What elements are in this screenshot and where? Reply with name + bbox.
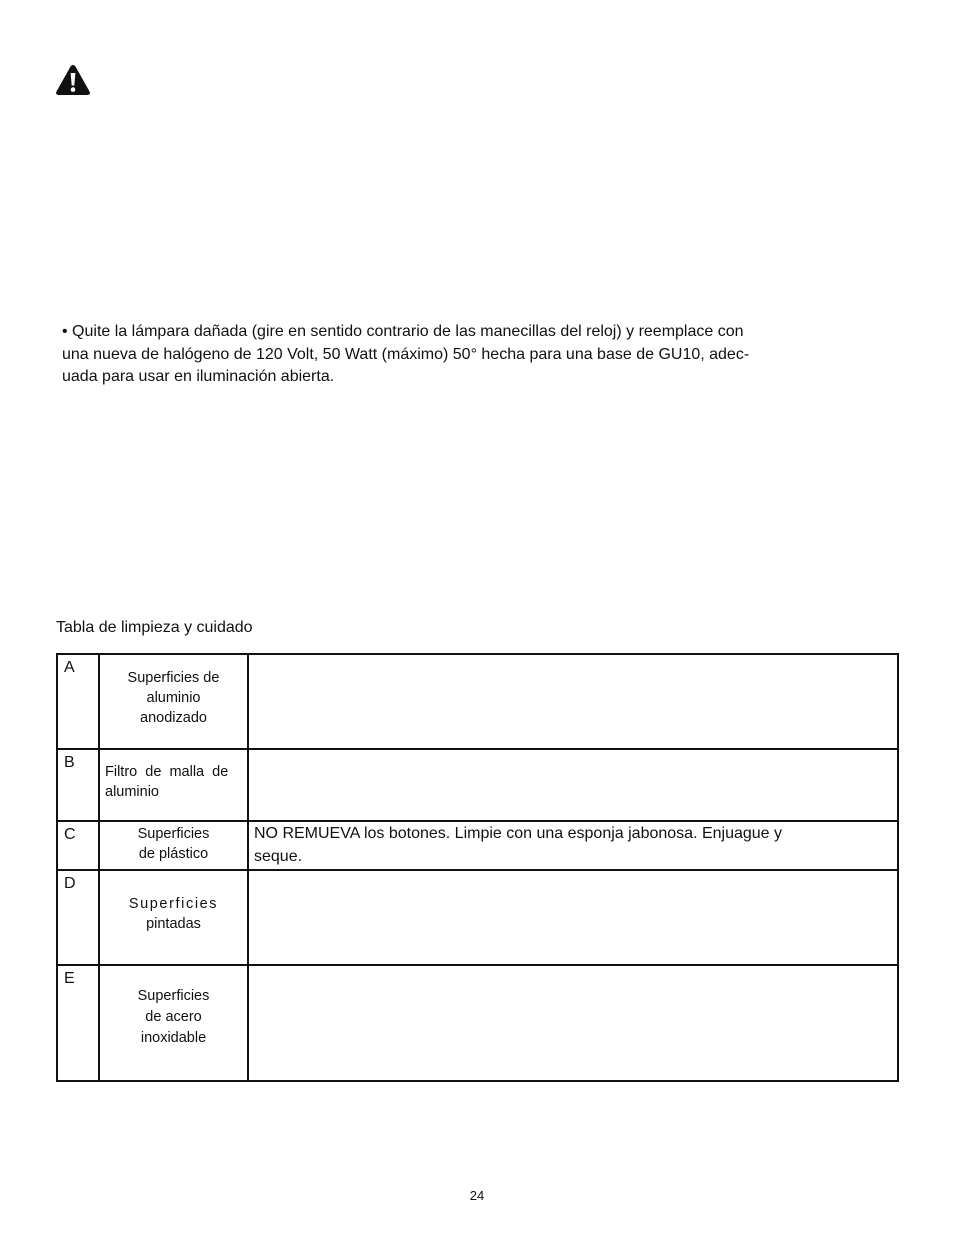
surface-cell	[99, 870, 248, 965]
description-cell	[248, 821, 898, 870]
surface-line: Superficies de	[127, 670, 220, 686]
description-line: seque.	[254, 848, 303, 865]
surface-cell	[99, 821, 248, 870]
table-row	[57, 965, 898, 1081]
surface-line: aluminio	[146, 690, 201, 706]
table-row	[57, 749, 898, 821]
description-cell	[248, 654, 898, 749]
instruction-line: una nueva de halógeno de 120 Volt, 50 Watt (máximo) 50° hecha para una base de GU10, adec-	[62, 345, 750, 363]
table-row	[57, 870, 898, 965]
row-letter: B	[57, 749, 99, 821]
surface-line: Filtro de malla de	[105, 764, 229, 780]
surface-line: Superficies	[137, 988, 210, 1004]
row-letter: C	[57, 821, 99, 870]
surface-line: de plástico	[138, 846, 209, 862]
warning-triangle-icon	[55, 64, 91, 96]
instruction-line: uada para usar en iluminación abierta.	[62, 368, 335, 385]
cleaning-care-table	[56, 653, 899, 1082]
description-cell	[248, 965, 898, 1081]
row-letter: E	[57, 965, 99, 1081]
page-number: 24	[469, 1188, 485, 1203]
surface-cell	[99, 654, 248, 749]
table-row	[57, 821, 898, 870]
row-letter: D	[57, 870, 99, 965]
surface-line: anodizado	[140, 710, 207, 726]
lamp-replacement-instruction	[62, 321, 822, 389]
surface-cell	[99, 965, 248, 1081]
surface-line: Superficies	[128, 896, 219, 912]
surface-line: aluminio	[105, 784, 159, 800]
surface-line: Superficies	[137, 826, 210, 842]
description-line: NO REMUEVA los botones. Limpie con una esponja jabonosa. Enjuague y	[254, 825, 783, 842]
description-cell	[248, 749, 898, 821]
description-cell	[248, 870, 898, 965]
surface-cell	[99, 749, 248, 821]
instruction-line: • Quite la lámpara dañada (gire en sentido contrario de las manecillas del reloj) y reemplace con	[62, 323, 744, 340]
row-letter: A	[57, 654, 99, 749]
table-row	[57, 654, 898, 749]
surface-line: inoxidable	[140, 1030, 207, 1046]
care-table-title: Tabla de limpieza y cuidado	[56, 619, 253, 636]
surface-line: de acero	[145, 1009, 202, 1025]
surface-line: pintadas	[146, 916, 201, 932]
